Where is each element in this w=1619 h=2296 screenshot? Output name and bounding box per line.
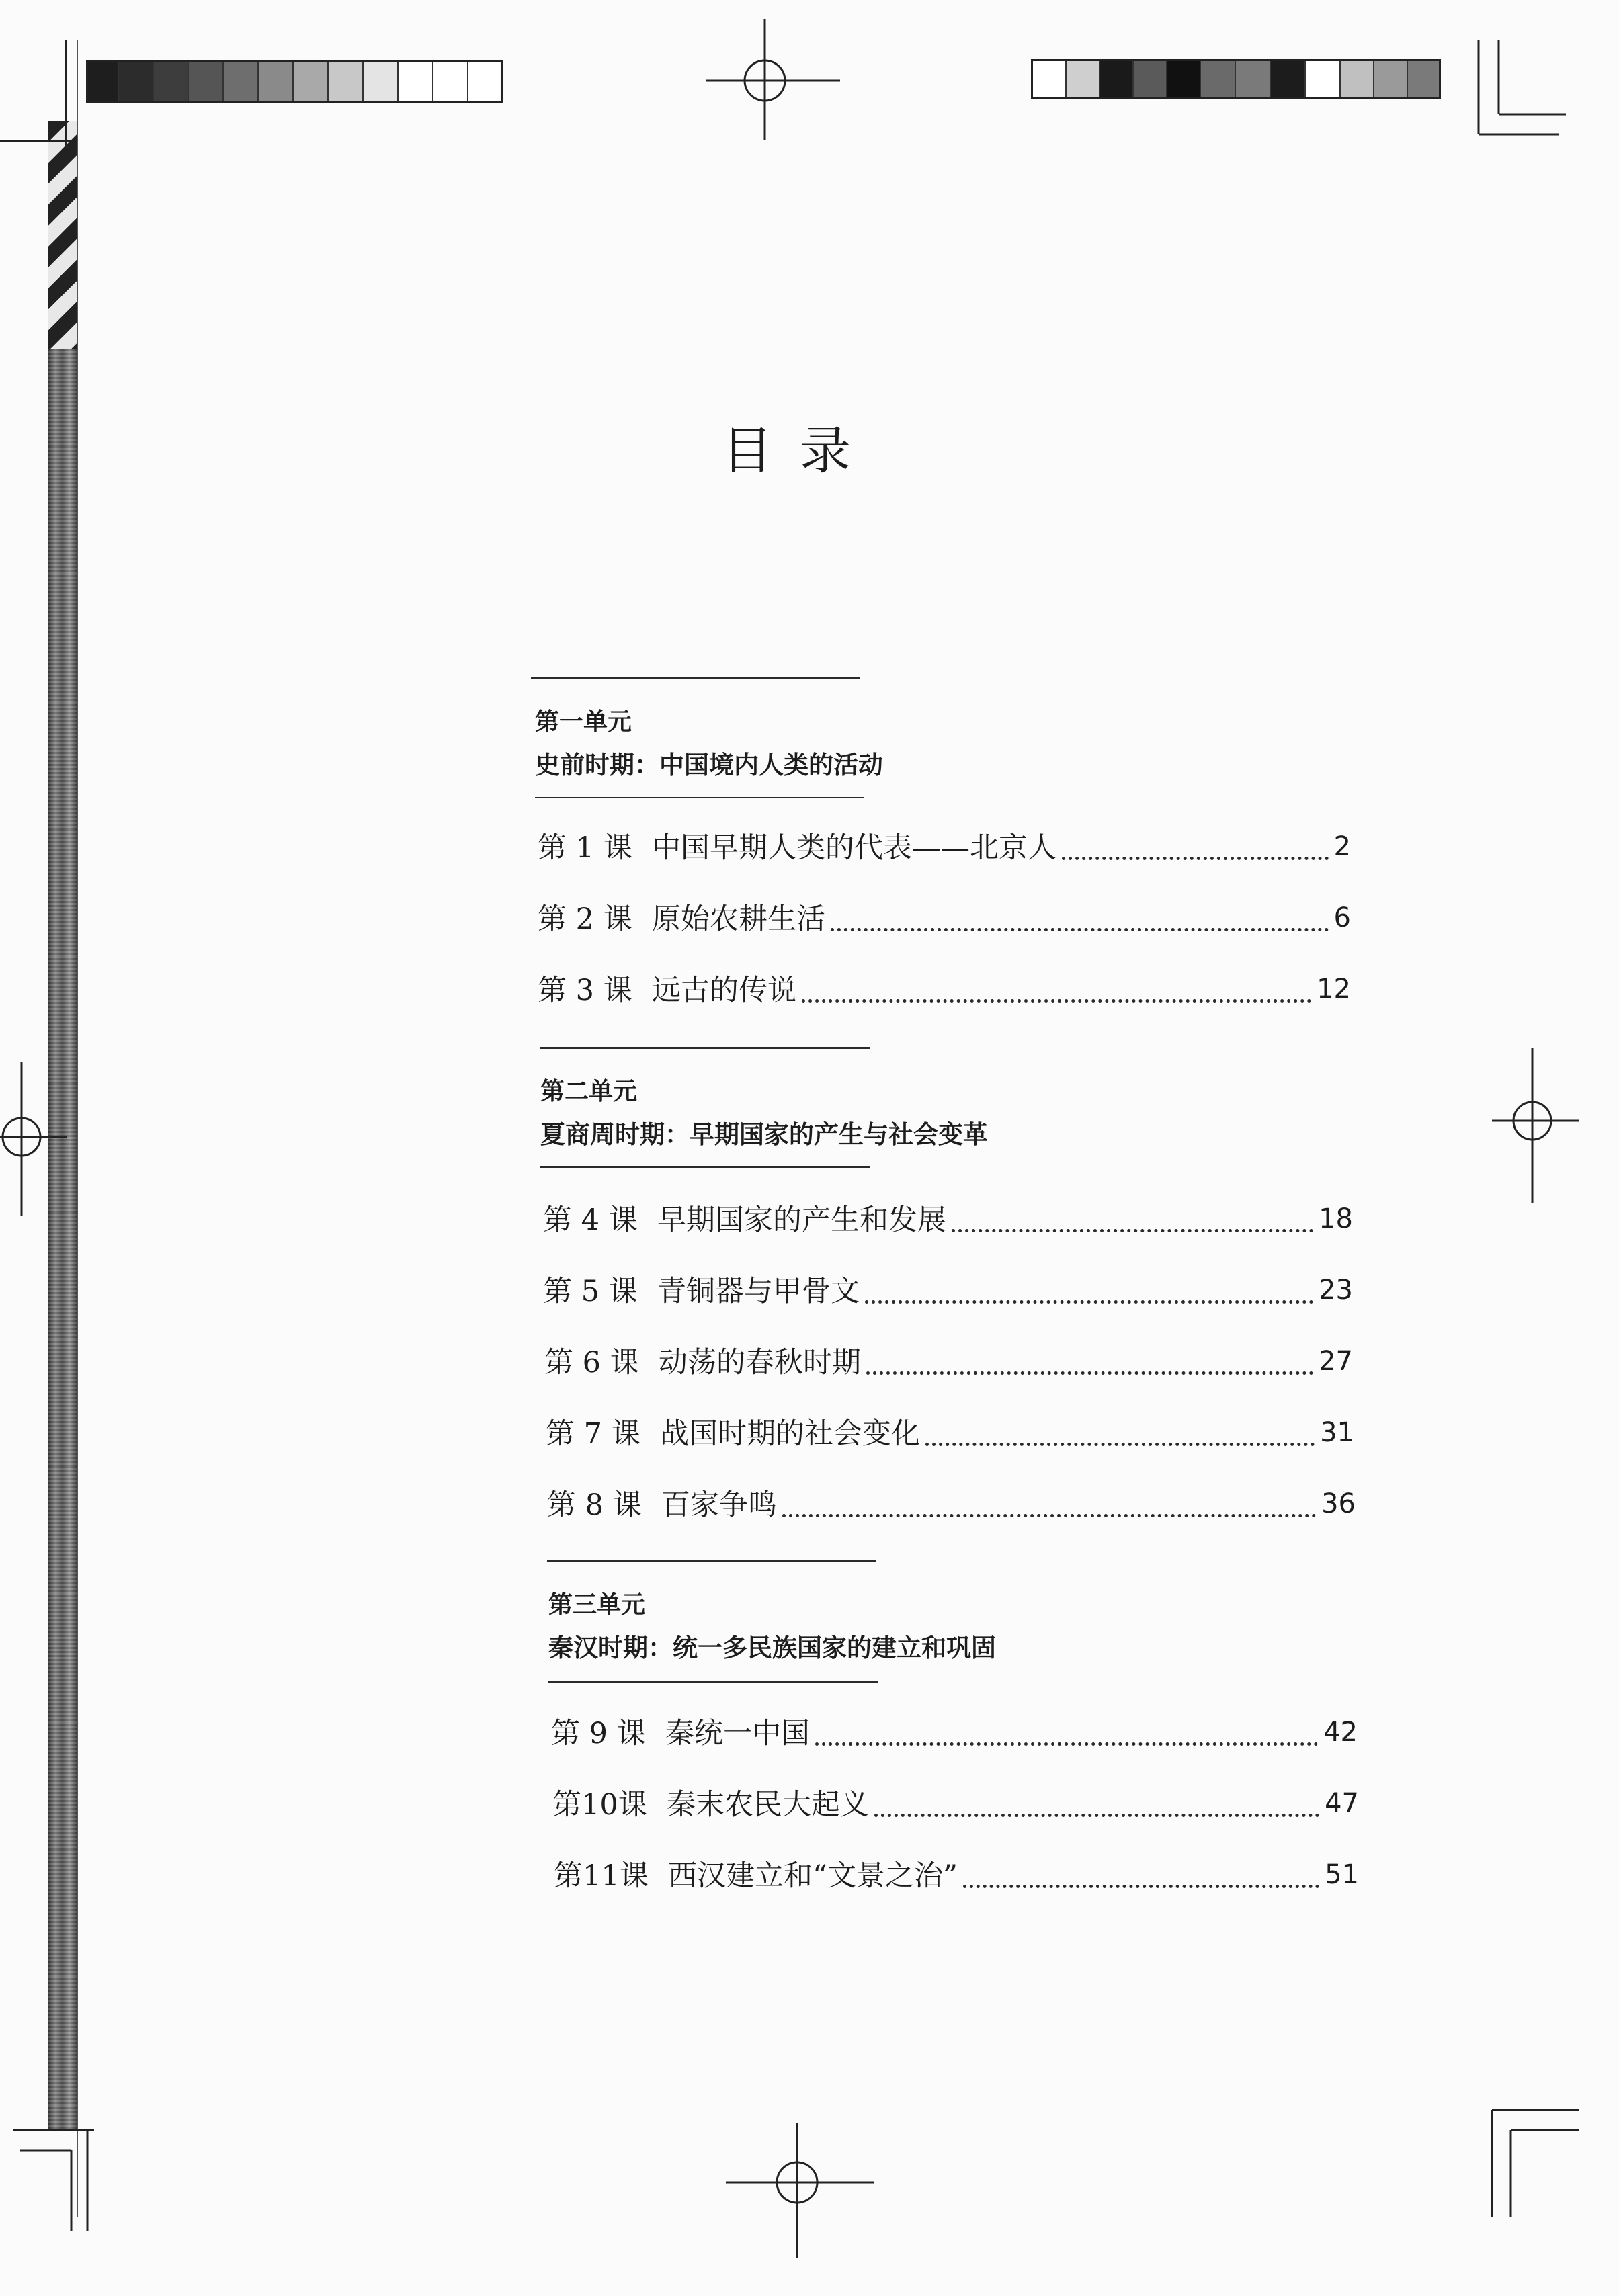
dot-leader (952, 1229, 1313, 1232)
color-calibration-bar-left (86, 60, 503, 103)
lesson-number: 第 5 课 (543, 1275, 638, 1308)
toc-entry[interactable] (538, 825, 1351, 866)
lesson-title: 早期国家的产生和发展 (657, 1203, 946, 1237)
lesson-number: 第 4 课 (543, 1203, 638, 1237)
swatch (1236, 61, 1271, 97)
lesson-title: 秦统一中国 (665, 1717, 810, 1750)
swatch (1271, 61, 1306, 97)
page-number: 6 (1333, 902, 1351, 933)
page-number: 27 (1319, 1346, 1353, 1377)
crop-mark-bottom-left (13, 2117, 108, 2231)
swatch (1033, 61, 1067, 97)
page-number: 2 (1333, 831, 1351, 862)
unit-divider (547, 1560, 876, 1562)
lesson-title: 青铜器与甲骨文 (657, 1275, 860, 1308)
crop-mark-top-left (0, 40, 81, 148)
swatch (224, 62, 259, 101)
dot-leader (831, 928, 1329, 931)
lesson-title: 远古的传说 (652, 974, 796, 1007)
lesson-number: 第 3 课 (538, 974, 632, 1007)
page-number: 12 (1317, 974, 1351, 1005)
lesson-number: 第 9 课 (551, 1717, 646, 1750)
spine-edge-line (77, 40, 78, 2217)
dot-leader (782, 1514, 1316, 1517)
unit-subtitle: 秦汉时期：统一多民族国家的建立和巩固 (548, 1633, 996, 1662)
toc-entry[interactable] (538, 968, 1351, 1009)
dot-leader (865, 1300, 1313, 1304)
unit-subtitle: 夏商周时期：早期国家的产生与社会变革 (540, 1119, 988, 1149)
unit-divider (548, 1681, 878, 1683)
toc-entry[interactable] (544, 1340, 1353, 1381)
swatch (329, 62, 364, 101)
unit-label: 第三单元 (548, 1590, 646, 1619)
dot-leader (815, 1742, 1318, 1746)
registration-mark-top (706, 19, 840, 140)
unit-label: 第二单元 (540, 1077, 638, 1105)
swatch (1341, 61, 1374, 97)
registration-mark-bottom (726, 2123, 874, 2258)
page-number: 51 (1325, 1859, 1359, 1890)
dot-leader (1062, 857, 1329, 860)
dot-leader (802, 999, 1311, 1003)
toc-entry[interactable] (554, 1853, 1359, 1894)
registration-mark-right (1492, 1048, 1579, 1203)
swatch (154, 62, 189, 101)
lesson-title: 秦末农民大起义 (667, 1788, 869, 1822)
dot-leader (963, 1885, 1319, 1888)
toc-entry[interactable] (538, 896, 1351, 937)
toc-entry[interactable] (552, 1782, 1359, 1823)
crop-mark-top-right (1472, 40, 1566, 141)
unit-label: 第一单元 (535, 708, 632, 736)
lesson-title: 动荡的春秋时期 (659, 1346, 861, 1379)
unit-divider (535, 797, 864, 798)
swatch (1134, 61, 1167, 97)
swatch (1067, 61, 1100, 97)
swatch (399, 62, 433, 101)
swatch (1100, 61, 1134, 97)
lesson-title: 中国早期人类的代表——北京人 (652, 831, 1056, 865)
toc-entry[interactable] (547, 1482, 1356, 1523)
swatch (364, 62, 399, 101)
swatch (1374, 61, 1408, 97)
page-number: 42 (1323, 1717, 1358, 1748)
swatch (189, 62, 224, 101)
lesson-number: 第 2 课 (538, 902, 632, 936)
page-number: 47 (1325, 1788, 1359, 1819)
dot-leader (866, 1371, 1313, 1375)
unit-divider (540, 1047, 870, 1049)
lesson-title: 西汉建立和“文景之治” (668, 1859, 958, 1893)
unit-subtitle: 史前时期：中国境内人类的活动 (535, 750, 883, 779)
toc-entry[interactable] (551, 1711, 1358, 1752)
color-calibration-bar-right (1031, 59, 1441, 99)
swatch (468, 62, 499, 101)
swatch (1167, 61, 1201, 97)
toc-entry[interactable] (543, 1197, 1353, 1238)
toc-entry[interactable] (543, 1269, 1353, 1310)
lesson-title: 百家争鸣 (661, 1488, 777, 1522)
swatch (1201, 61, 1236, 97)
page-number: 18 (1319, 1203, 1353, 1234)
registration-mark-left (0, 1062, 67, 1216)
swatch (259, 62, 294, 101)
swatch (1408, 61, 1439, 97)
lesson-title: 原始农耕生活 (652, 902, 825, 936)
lesson-title: 战国时期的社会变化 (660, 1417, 920, 1451)
swatch (88, 62, 119, 101)
lesson-number: 第 8 课 (547, 1488, 642, 1522)
lesson-number: 第 7 课 (546, 1417, 640, 1451)
page-number: 36 (1321, 1488, 1356, 1519)
lesson-number: 第11课 (554, 1859, 649, 1893)
swatch (294, 62, 329, 101)
unit-divider (531, 677, 860, 679)
page-number: 23 (1319, 1275, 1353, 1306)
swatch (433, 62, 468, 101)
page-title: 目录 (722, 421, 878, 480)
lesson-number: 第 6 课 (544, 1346, 639, 1379)
swatch (1306, 61, 1341, 97)
unit-divider (540, 1166, 870, 1168)
page-number: 31 (1320, 1417, 1354, 1448)
lesson-number: 第10课 (552, 1788, 647, 1822)
dot-leader (874, 1814, 1319, 1817)
dot-leader (925, 1443, 1315, 1446)
toc-entry[interactable] (546, 1411, 1354, 1452)
swatch (119, 62, 154, 101)
lesson-number: 第 1 课 (538, 831, 632, 865)
crop-mark-bottom-right (1479, 2096, 1586, 2217)
